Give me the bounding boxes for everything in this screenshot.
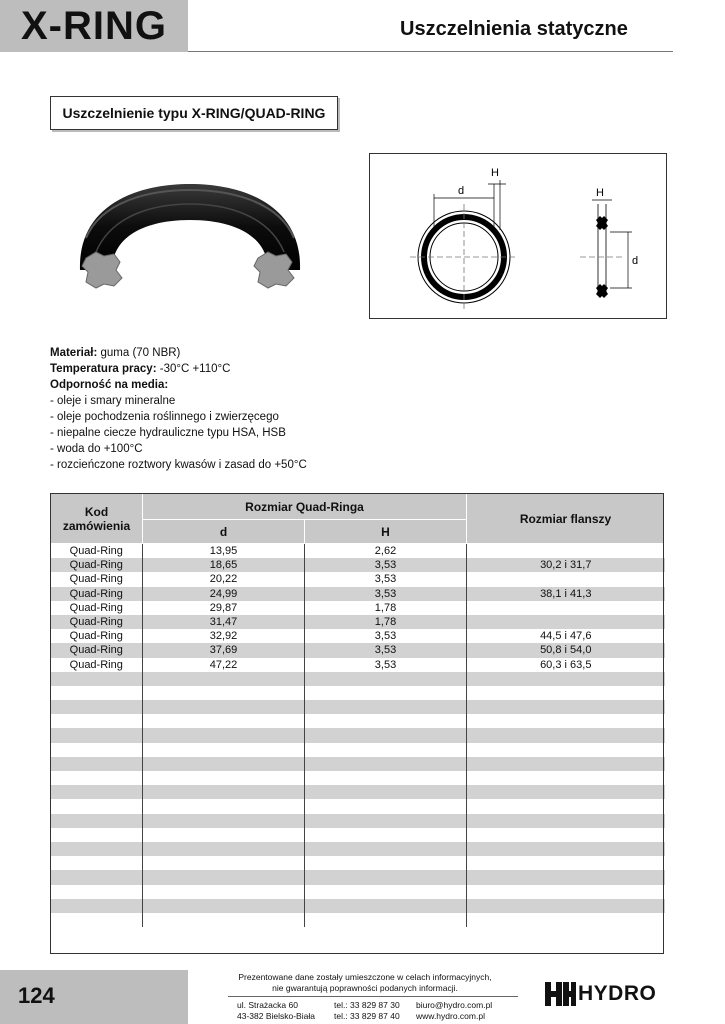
- cell-H: [305, 885, 467, 899]
- cell-H: [305, 743, 467, 757]
- media-item: - oleje i smary mineralne: [50, 395, 176, 407]
- table-row: [51, 771, 665, 785]
- cell-d: 24,99: [143, 587, 305, 601]
- cell-flange: [467, 799, 665, 813]
- cell-d: [143, 885, 305, 899]
- cell-d: [143, 757, 305, 771]
- header-size-group: Rozmiar Quad-Ringa: [143, 494, 467, 520]
- cell-d: [143, 899, 305, 913]
- address-line: ul. Strażacka 60: [237, 1000, 298, 1010]
- cell-d: 31,47: [143, 615, 305, 629]
- cell-order-code: [51, 672, 143, 686]
- media-item: - oleje pochodzenia roślinnego i zwierzęcego: [50, 411, 279, 423]
- x-ring-photo: [72, 178, 308, 304]
- media-item: - woda do +100°C: [50, 443, 143, 455]
- label-d-side: d: [632, 255, 639, 267]
- cell-flange: [467, 686, 665, 700]
- cell-H: 1,78: [305, 601, 467, 615]
- table-row: [51, 870, 665, 884]
- cell-order-code: [51, 700, 143, 714]
- cell-d: 13,95: [143, 544, 305, 559]
- table-row: [51, 743, 665, 757]
- cell-d: [143, 842, 305, 856]
- cell-order-code: [51, 743, 143, 757]
- cell-order-code: Quad-Ring: [69, 658, 123, 671]
- cell-d: 29,87: [143, 601, 305, 615]
- table-row: [51, 885, 665, 899]
- cell-order-code: [51, 913, 143, 927]
- cell-flange: [467, 842, 665, 856]
- cell-H: [305, 913, 467, 927]
- cross-section-right: [254, 252, 294, 288]
- cell-flange: [467, 700, 665, 714]
- cell-H: 3,53: [305, 572, 467, 586]
- table-row: [51, 899, 665, 913]
- table-row: [51, 828, 665, 842]
- table-row: [51, 714, 665, 728]
- media-item: - rozcieńczone roztwory kwasów i zasad do +50°C: [50, 459, 307, 471]
- cell-H: [305, 856, 467, 870]
- media-heading: [50, 377, 307, 393]
- cell-d: [143, 743, 305, 757]
- cell-H: 3,53: [305, 558, 467, 572]
- cell-d: 47,22: [143, 658, 305, 672]
- table-row: [51, 814, 665, 828]
- cell-flange: [467, 728, 665, 742]
- cell-order-code: Quad-Ring: [69, 545, 123, 558]
- cell-d: [143, 771, 305, 785]
- cell-flange: [467, 601, 665, 615]
- cell-H: 3,53: [305, 587, 467, 601]
- media-label: Odporność na media:: [50, 379, 169, 391]
- cell-order-code: Quad-Ring: [51, 643, 143, 657]
- cell-order-code: [51, 728, 143, 742]
- website-link[interactable]: www.hydro.com.pl: [416, 1010, 485, 1021]
- table-row: [51, 700, 665, 714]
- cell-d: 32,92: [143, 629, 305, 643]
- table-row: [51, 728, 665, 742]
- table-row: [51, 544, 665, 559]
- cell-order-code: [51, 799, 143, 813]
- table-row: [51, 615, 665, 629]
- table-row: [51, 587, 665, 601]
- table-row: [51, 913, 665, 927]
- header-divider: [188, 51, 673, 52]
- cell-order-code: [51, 771, 143, 785]
- cell-flange: [467, 615, 665, 629]
- cell-H: [305, 899, 467, 913]
- cross-section-left: [82, 252, 122, 288]
- cell-flange: 50,8 i 54,0: [467, 643, 665, 657]
- cell-H: [305, 686, 467, 700]
- specifications: [50, 345, 307, 473]
- cell-order-code: [51, 714, 143, 728]
- table-row: [51, 601, 665, 615]
- disclaimer-line: Prezentowane dane zostały umieszczone w celach informacyjnych,: [238, 972, 492, 982]
- cell-order-code: [51, 870, 143, 884]
- cell-H: 2,62: [305, 544, 467, 559]
- cell-H: [305, 771, 467, 785]
- cell-H: [305, 799, 467, 813]
- cell-flange: 38,1 i 41,3: [467, 587, 665, 601]
- cell-H: 3,53: [305, 643, 467, 657]
- cell-order-code: Quad-Ring: [69, 630, 123, 643]
- address-line: 43-382 Bielsko-Biała: [237, 1010, 315, 1021]
- table-row: [51, 658, 665, 672]
- cell-d: [143, 785, 305, 799]
- table-row: [51, 757, 665, 771]
- cell-order-code: Quad-Ring: [69, 573, 123, 586]
- cell-flange: 30,2 i 31,7: [467, 558, 665, 572]
- cell-H: [305, 700, 467, 714]
- cell-H: [305, 870, 467, 884]
- cell-d: 37,69: [143, 643, 305, 657]
- contacts: [416, 1000, 492, 1021]
- cell-d: [143, 714, 305, 728]
- phone-line: tel.: 33 829 87 30: [334, 1000, 400, 1010]
- material-row: [50, 345, 307, 361]
- cell-d: [143, 828, 305, 842]
- cell-order-code: [51, 899, 143, 913]
- cell-order-code: Quad-Ring: [51, 615, 143, 629]
- cell-flange: [467, 743, 665, 757]
- phones: [334, 1000, 400, 1021]
- label-H-side: H: [596, 187, 604, 199]
- cell-order-code: Quad-Ring: [51, 558, 143, 572]
- cell-order-code: [51, 814, 143, 828]
- cell-flange: [467, 572, 665, 586]
- cell-flange: [467, 899, 665, 913]
- cell-H: 3,53: [305, 658, 467, 672]
- cell-d: [143, 728, 305, 742]
- temperature-row: [50, 361, 307, 377]
- header-flange-size: Rozmiar flanszy: [467, 494, 665, 544]
- cell-order-code: [51, 842, 143, 856]
- cell-order-code: [51, 757, 143, 771]
- cell-H: [305, 714, 467, 728]
- cell-flange: [467, 544, 665, 559]
- cell-order-code: [51, 828, 143, 842]
- table-row: [51, 799, 665, 813]
- cell-H: [305, 757, 467, 771]
- cell-flange: [467, 771, 665, 785]
- material-value: guma (70 NBR): [100, 347, 181, 359]
- temperature-label: Temperatura pracy:: [50, 363, 157, 375]
- table-row: [51, 686, 665, 700]
- cell-flange: [467, 885, 665, 899]
- table-row: [51, 558, 665, 572]
- cell-flange: [467, 828, 665, 842]
- cell-order-code: [51, 856, 143, 870]
- material-label: Materiał:: [50, 347, 98, 359]
- product-subtitle: Uszczelnienie typu X-RING/QUAD-RING: [50, 96, 338, 130]
- cell-d: [143, 672, 305, 686]
- cell-flange: [467, 714, 665, 728]
- phone-line: tel.: 33 829 87 40: [334, 1010, 400, 1021]
- page-number: 124: [18, 983, 55, 1008]
- size-table: [50, 493, 665, 927]
- cell-d: [143, 913, 305, 927]
- cell-d: 18,65: [143, 558, 305, 572]
- section-title: Uszczelnienia statyczne: [400, 18, 628, 40]
- dimension-diagram: [369, 153, 667, 319]
- temperature-value: -30°C +110°C: [159, 363, 231, 375]
- cell-flange: 44,5 i 47,6: [467, 629, 665, 643]
- cell-flange: [467, 870, 665, 884]
- table-body: [51, 544, 665, 928]
- logo-text: HYDRO: [578, 982, 657, 1005]
- cell-order-code: Quad-Ring: [69, 601, 123, 614]
- cell-d: [143, 799, 305, 813]
- cell-H: [305, 828, 467, 842]
- header-d: d: [143, 520, 305, 544]
- table-row: [51, 856, 665, 870]
- cell-d: [143, 856, 305, 870]
- brand-title: X-RING: [21, 3, 167, 48]
- cell-order-code: [51, 785, 143, 799]
- cell-d: [143, 700, 305, 714]
- cell-flange: [467, 672, 665, 686]
- table-row: [51, 572, 665, 586]
- disclaimer: [230, 972, 500, 993]
- cell-H: [305, 672, 467, 686]
- header-order-code: Kod zamówienia: [51, 494, 143, 544]
- footer-divider: [228, 996, 518, 997]
- table-row: [51, 842, 665, 856]
- cell-flange: 60,3 i 63,5: [467, 658, 665, 672]
- table-row: [51, 629, 665, 643]
- cell-H: [305, 728, 467, 742]
- table-row: [51, 643, 665, 657]
- cell-flange: [467, 856, 665, 870]
- table-row: [51, 785, 665, 799]
- table-row: [51, 672, 665, 686]
- cell-H: [305, 785, 467, 799]
- cell-d: [143, 814, 305, 828]
- cell-H: 1,78: [305, 615, 467, 629]
- cell-order-code: [51, 686, 143, 700]
- cell-H: 3,53: [305, 629, 467, 643]
- label-d-front: d: [458, 185, 465, 197]
- cell-H: [305, 842, 467, 856]
- cell-d: 20,22: [143, 572, 305, 586]
- label-H-front: H: [491, 167, 499, 179]
- cell-order-code: Quad-Ring: [51, 587, 143, 601]
- header-H: H: [305, 520, 467, 544]
- cell-flange: [467, 814, 665, 828]
- brand-box: [0, 0, 188, 52]
- cell-flange: [467, 757, 665, 771]
- email-link[interactable]: biuro@hydro.com.pl: [416, 1000, 493, 1010]
- cell-H: [305, 814, 467, 828]
- cell-order-code: [51, 885, 143, 899]
- cell-d: [143, 686, 305, 700]
- address: [237, 1000, 315, 1021]
- cell-flange: [467, 913, 665, 927]
- cell-d: [143, 870, 305, 884]
- media-item: - niepalne ciecze hydrauliczne typu HSA, HSB: [50, 427, 286, 439]
- cell-flange: [467, 785, 665, 799]
- disclaimer-line: nie gwarantują poprawności podanych informacji.: [272, 982, 458, 993]
